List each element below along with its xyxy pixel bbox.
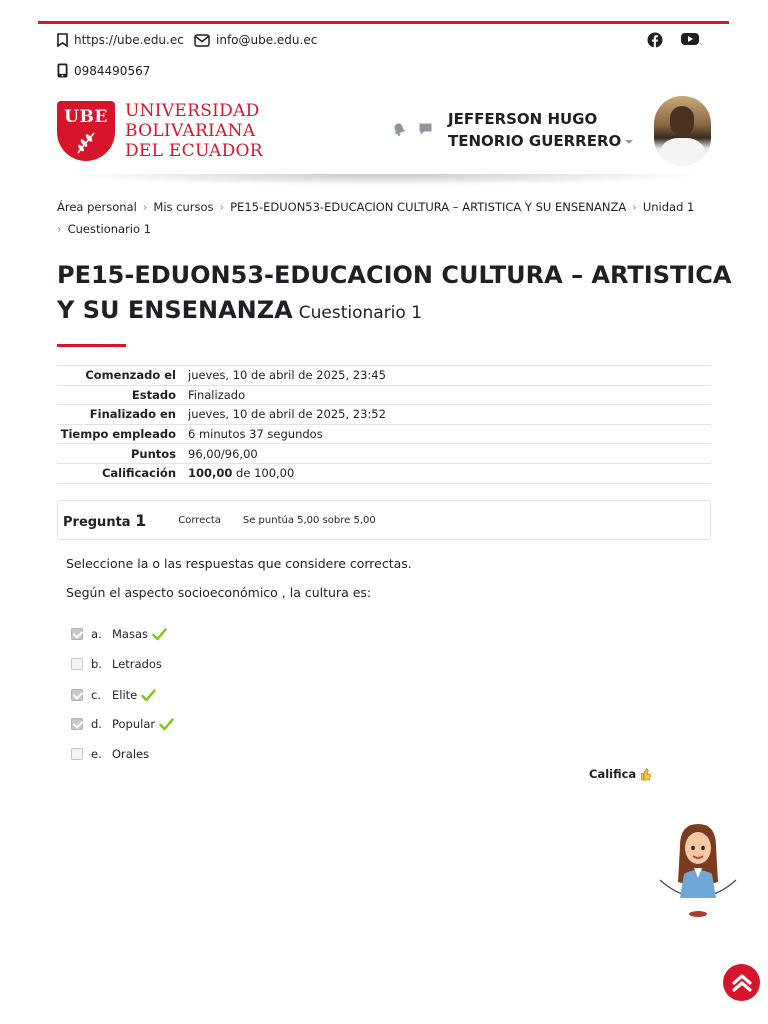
question-number <box>63 511 146 530</box>
summary-label: Finalizado en <box>57 405 188 425</box>
quiz-subtitle: Cuestionario 1 <box>298 303 423 323</box>
answer-letter: c. <box>91 688 101 702</box>
summary-value: Finalizado <box>188 385 711 405</box>
youtube-icon[interactable] <box>681 32 699 46</box>
answer-text: Letrados <box>112 657 162 671</box>
answer-option-e[interactable] <box>71 744 149 764</box>
summary-value: 96,00/96,00 <box>188 444 711 464</box>
summary-row <box>57 405 711 425</box>
email-text: info@ube.edu.ec <box>216 33 318 47</box>
page-title <box>57 258 737 331</box>
envelope-icon <box>194 34 210 47</box>
logo-abbr: UBE <box>64 107 108 127</box>
notification-bell-icon[interactable] <box>392 122 406 136</box>
answer-checkbox[interactable] <box>71 689 83 701</box>
website-link[interactable] <box>57 33 184 47</box>
header-shadow-divider <box>57 174 711 186</box>
summary-label: Puntos <box>57 444 188 464</box>
summary-label: Estado <box>57 385 188 405</box>
caret-down-icon <box>625 140 633 144</box>
question-instruction: Seleccione la o las respuestas que considere correctas. <box>66 556 412 571</box>
chevron-right-icon: › <box>219 200 225 214</box>
question-prefix: Pregunta <box>63 514 131 530</box>
answer-checkbox[interactable] <box>71 718 83 730</box>
grade-bold: 100,00 <box>188 466 233 481</box>
chevron-right-icon: › <box>142 200 148 214</box>
avatar-face <box>670 106 694 136</box>
rate-button[interactable] <box>589 767 651 781</box>
summary-value: 6 minutos 37 segundos <box>188 424 711 444</box>
answer-checkbox[interactable] <box>71 658 83 670</box>
answer-option-d[interactable] <box>71 714 174 734</box>
question-state: Correcta <box>178 514 221 526</box>
course-title: PE15-EDUON53-EDUCACION CULTURA – ARTISTICA Y SU ENSENANZA <box>57 261 732 324</box>
summary-row <box>57 463 711 483</box>
top-accent-line <box>38 21 729 24</box>
answer-option-c[interactable] <box>71 685 156 705</box>
attempt-summary-table <box>57 365 711 484</box>
summary-row <box>57 444 711 464</box>
logo-line-3: DEL ECUADOR <box>125 141 263 161</box>
answer-letter: d. <box>91 717 102 731</box>
thumbs-up-icon <box>641 767 651 781</box>
answer-option-a[interactable] <box>71 624 167 644</box>
logo-line-1: UNIVERSIDAD <box>125 101 260 121</box>
logo-shield <box>57 101 115 161</box>
header-nav-icons <box>392 122 433 136</box>
back-to-top-button[interactable] <box>723 964 760 1001</box>
summary-row <box>57 366 711 386</box>
user-name-line-1: JEFFERSON HUGO <box>448 110 598 128</box>
summary-value: jueves, 10 de abril de 2025, 23:45 <box>188 366 711 386</box>
chevron-right-icon: › <box>57 222 62 236</box>
user-name-line-2: TENORIO GUERRERO <box>448 132 622 150</box>
assistant-face <box>685 832 711 864</box>
grade-label: Calificación <box>57 463 188 483</box>
breadcrumb-course[interactable]: PE15-EDUON53-EDUCACION CULTURA – ARTISTICA Y SU ENSENANZA <box>230 200 627 214</box>
answer-text: Elite <box>112 688 138 702</box>
breadcrumb-quiz[interactable]: Cuestionario 1 <box>67 222 152 236</box>
correct-check-icon <box>159 718 174 731</box>
double-chevron-up-icon <box>731 973 753 993</box>
summary-row <box>57 385 711 405</box>
email-link[interactable] <box>194 33 317 47</box>
logo-text <box>125 101 263 161</box>
answer-letter: b. <box>91 657 102 671</box>
logo-line-2: BOLIVARIANA <box>125 121 256 141</box>
question-info-box <box>57 500 711 540</box>
breadcrumb-unidad[interactable]: Unidad 1 <box>642 200 695 214</box>
phone-link[interactable] <box>57 63 150 78</box>
answer-option-b[interactable] <box>71 654 162 674</box>
correct-check-icon <box>141 689 156 702</box>
grade-rest: de 100,00 <box>232 466 295 481</box>
user-avatar[interactable] <box>654 96 711 166</box>
breadcrumb-area-personal[interactable]: Área personal <box>57 200 137 214</box>
answer-text: Popular <box>112 717 156 731</box>
phone-text: 0984490567 <box>74 63 151 78</box>
question-grade: Se puntúa 5,00 sobre 5,00 <box>242 514 376 526</box>
university-logo[interactable] <box>57 101 263 161</box>
summary-label: Tiempo empleado <box>57 424 188 444</box>
website-text: https://ube.edu.ec <box>74 33 184 47</box>
answer-text: Masas <box>112 627 148 641</box>
question-number-value: 1 <box>135 510 147 530</box>
rate-label: Califica <box>589 767 637 781</box>
assistant-eye <box>701 846 705 850</box>
answer-letter: a. <box>91 627 102 641</box>
breadcrumb-mis-cursos[interactable]: Mis cursos <box>153 200 214 214</box>
title-underline <box>57 344 126 347</box>
virtual-assistant-avatar[interactable] <box>658 818 738 918</box>
messages-chat-icon[interactable] <box>418 122 433 136</box>
answer-checkbox[interactable] <box>71 628 83 640</box>
summary-label: Comenzado el <box>57 366 188 386</box>
answer-letter: e. <box>91 747 102 761</box>
answer-text: Orales <box>112 747 150 761</box>
answer-checkbox[interactable] <box>71 748 83 760</box>
social-links <box>647 32 699 48</box>
breadcrumb <box>57 196 717 240</box>
bookmark-icon <box>57 33 68 47</box>
avatar-shirt <box>658 138 707 166</box>
mobile-phone-icon <box>57 63 68 78</box>
facebook-icon[interactable] <box>647 32 663 48</box>
laurel-icon <box>74 129 98 155</box>
summary-value: jueves, 10 de abril de 2025, 23:52 <box>188 405 711 425</box>
chevron-right-icon: › <box>632 200 637 214</box>
question-prompt: Según el aspecto socioeconómico , la cultura es: <box>66 585 372 600</box>
assistant-eye <box>691 846 695 850</box>
correct-check-icon <box>152 628 167 641</box>
user-menu-toggle[interactable] <box>448 108 633 152</box>
grade-value <box>188 463 711 483</box>
assistant-shadow <box>689 911 707 917</box>
summary-row <box>57 424 711 444</box>
